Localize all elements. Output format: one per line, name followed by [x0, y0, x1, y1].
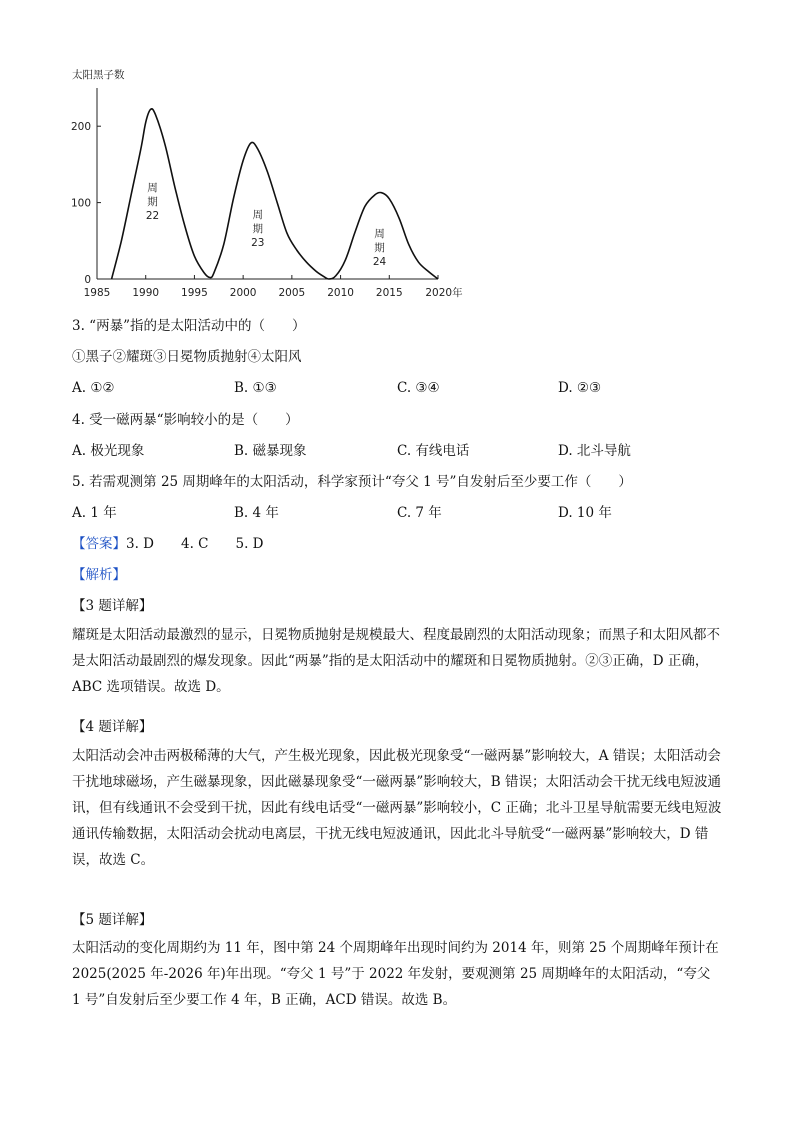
answer-label: 【答案】: [72, 536, 126, 552]
y-axis-title: 太阳黑子数: [72, 69, 125, 81]
analysis-label: 【解析】: [72, 567, 126, 583]
q5-stem: 5. 若需观测第 25 周期峰年的太阳活动，科学家预计“夸父 1 号”自发射后至少要工作（ ）: [72, 474, 632, 490]
x-tick-label: 1990: [132, 287, 160, 299]
x-tick-label: 2015: [375, 287, 403, 299]
q3-option-b: B. ①③: [234, 380, 277, 396]
q5-option-b: B. 4 年: [234, 505, 279, 521]
cycle-23-label: 周: [252, 208, 264, 221]
answer-line: [72, 534, 264, 554]
sunspot-series-line: [112, 109, 438, 279]
q3-items: ①黑子②耀斑③日冕物质抛射④太阳风: [72, 349, 302, 365]
q5-option-a: A. 1 年: [72, 505, 117, 521]
cycle-24-label: 期: [374, 241, 385, 254]
q4-option-b: B. 磁暴现象: [234, 443, 307, 459]
detail-5-text: 太阳活动的变化周期约为 11 年，图中第 24 个周期峰年出现时间约为 2014 年，则第 25 个周期峰年预计在 2025(2025 年-2026 年)年出现。“夸父 1 号”于 2022 年发射，要观测第 25 周期峰年的太阳活动，“夸父 1 号”自发射后至少要工作 4 年，B 正确，ACD 错误。故选 B。: [72, 940, 719, 1008]
cycle-22-label: 周: [147, 182, 158, 195]
cycle-23-label: 23: [251, 236, 265, 249]
x-tick-label: 2005: [278, 287, 306, 299]
detail-3-text: 耀斑是太阳活动最激烈的显示，日冕物质抛射是规模最大、程度最剧烈的太阳活动现象；而黑子和太阳风都不是太阳活动最剧烈的爆发现象。因此“两暴”指的是太阳活动中的耀斑和日冕物质抛射。②③正确，D 正确，ABC 选项错误。故选 D。: [72, 627, 720, 695]
q4-option-c: C. 有线电话: [397, 443, 470, 459]
x-tick-label: 2020年: [425, 287, 463, 299]
sunspot-chart-svg: [60, 60, 480, 310]
detail-3-heading: 【3 题详解】: [72, 598, 153, 614]
q4-option-a: A. 极光现象: [72, 443, 145, 459]
cycle-24-label: 24: [372, 255, 387, 268]
y-tick-label: 100: [70, 197, 91, 210]
detail-4-heading: 【4 题详解】: [72, 719, 153, 735]
q3-option-c: C. ③④: [397, 380, 440, 396]
y-tick-label: 200: [70, 121, 91, 134]
detail-5-heading: 【5 题详解】: [72, 912, 153, 928]
x-tick-label: 2000: [229, 287, 257, 299]
cycle-24-label: 周: [374, 227, 385, 240]
y-tick-label: 0: [84, 274, 91, 286]
q3-stem: 3. “两暴”指的是太阳活动中的（ ）: [72, 318, 306, 334]
cycle-23-label: 期: [252, 222, 264, 235]
q5-option-d: D. 10 年: [558, 505, 612, 521]
cycle-22-label: 22: [145, 210, 160, 223]
x-tick-label: 2010: [327, 287, 354, 299]
q3-option-d: D. ②③: [558, 380, 602, 396]
answer-text: 3. D 4. C 5. D: [126, 536, 264, 552]
x-tick-label: 1995: [181, 287, 208, 299]
detail-4-text: 太阳活动会冲击两极稀薄的大气，产生极光现象，因此极光现象受“一磁两暴”影响较大，A 错误；太阳活动会干扰地球磁场，产生磁暴现象，因此磁暴现象受“一磁两暴”影响较大，B 错误；太阳活动会干扰无线电短波通讯，但有线通讯不会受到干扰，因此有线电话受“一磁两暴”影响较小，C 正确；北斗卫星导航需要无线电短波通讯传输数据，太阳活动会扰动电离层，干扰无线电短波通讯，因此北斗导航受“一磁两暴”影响较大，D 错误，故选 C。: [72, 748, 722, 868]
q5-option-c: C. 7 年: [397, 505, 442, 521]
cycle-22-label: 期: [147, 196, 158, 209]
q4-stem: 4. 受一磁两暴“影响较小的是（ ）: [72, 412, 299, 428]
q4-option-d: D. 北斗导航: [558, 443, 631, 459]
sunspot-chart: [60, 60, 480, 310]
x-tick-label: 1985: [83, 287, 111, 299]
q3-option-a: A. ①②: [72, 380, 115, 396]
